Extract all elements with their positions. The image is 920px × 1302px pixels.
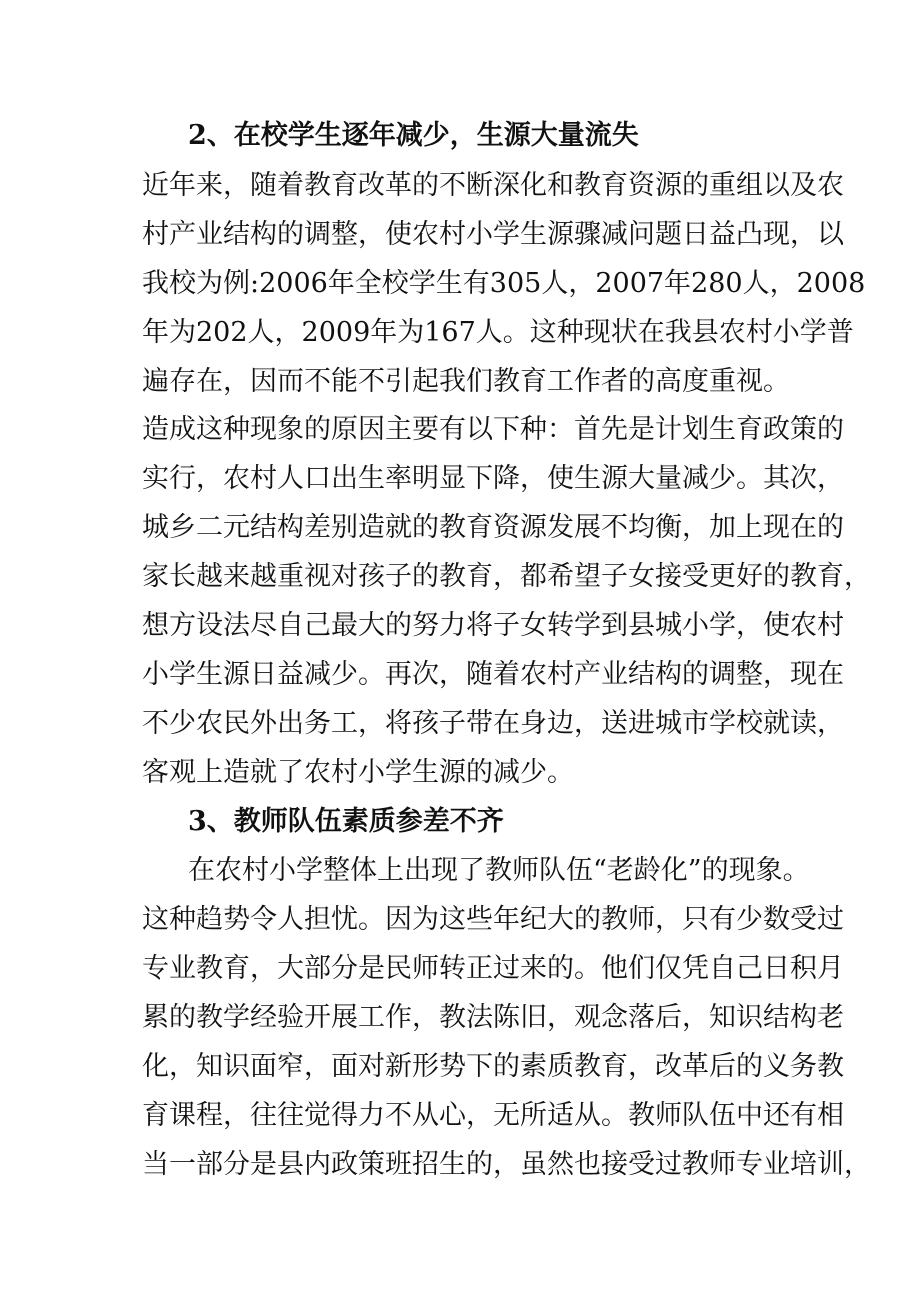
paragraph-line: 育课程，往往觉得力不从心，无所适从。教师队伍中还有相 [142, 1100, 844, 1131]
paragraph-line: 家长越来越重视对孩子的教育，都希望子女接受更好的教育， [142, 561, 871, 592]
paragraph-line: 小学生源日益减少。再次，随着农村产业结构的调整，现在 [142, 659, 844, 690]
paragraph-line: 近年来，随着教育改革的不断深化和教育资源的重组以及农 [142, 170, 844, 201]
paragraph-line: 村产业结构的调整，使农村小学生源骤减问题日益凸现，以 [142, 219, 844, 250]
paragraph-line: 累的教学经验开展工作，教法陈旧，观念落后，知识结构老 [142, 1002, 844, 1033]
paragraph-line: 遍存在，因而不能不引起我们教育工作者的高度重视。 [142, 366, 790, 397]
paragraph-line: 化，知识面窄，面对新形势下的素质教育，改革后的义务教 [142, 1051, 844, 1082]
paragraph-line: 我校为例:2006年全校学生有305人，2007年280人，2008 [142, 268, 866, 299]
paragraph-line: 想方设法尽自己最大的努力将子女转学到县城小学，使农村 [142, 610, 844, 641]
paragraph-line: 当一部分是县内政策班招生的，虽然也接受过教师专业培训， [142, 1149, 871, 1180]
section-3-heading: 3、教师队伍素质参差不齐 [188, 806, 504, 837]
paragraph-line: 年为202人，2009年为167人。这种现状在我县农村小学普 [142, 317, 854, 348]
paragraph-line: 城乡二元结构差别造就的教育资源发展不均衡，加上现在的 [142, 512, 844, 543]
paragraph-line: 专业教育，大部分是民师转正过来的。他们仅凭自己日积月 [142, 953, 844, 984]
paragraph-line: 造成这种现象的原因主要有以下种：首先是计划生育政策的 [142, 414, 844, 445]
paragraph-line: 不少农民外出务工，将孩子带在身边，送进城市学校就读， [142, 708, 844, 739]
paragraph-line: 客观上造就了农村小学生源的减少。 [142, 757, 574, 788]
paragraph-line: 这种趋势令人担忧。因为这些年纪大的教师，只有少数受过 [142, 904, 844, 935]
paragraph-line: 在农村小学整体上出现了教师队伍“老龄化”的现象。 [188, 855, 810, 886]
section-2-heading: 2、在校学生逐年减少，生源大量流失 [188, 120, 639, 151]
paragraph-line: 实行，农村人口出生率明显下降，使生源大量减少。其次， [142, 463, 844, 494]
